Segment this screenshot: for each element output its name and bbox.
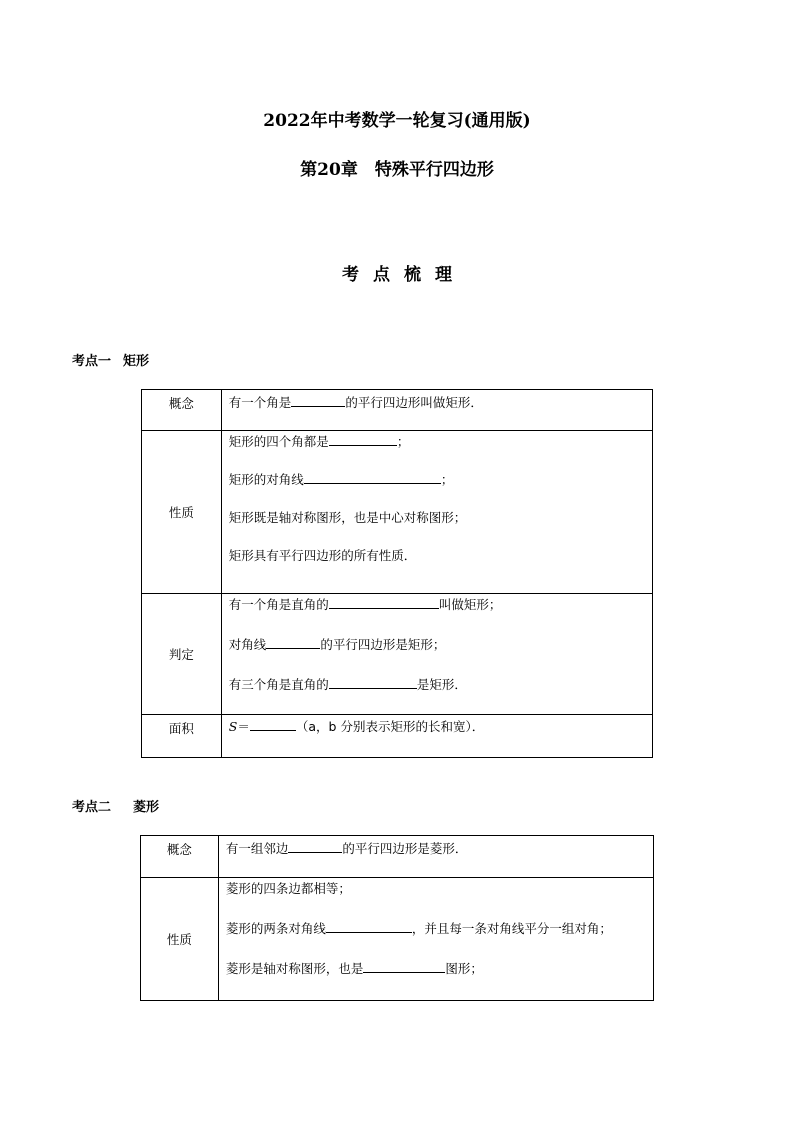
text-fragment: S — [228, 719, 238, 734]
section1-label: 考点一 — [72, 354, 112, 369]
text-fragment: 对角线 — [228, 637, 267, 652]
row-label-property: 性质 — [141, 878, 219, 1001]
fill-blank[interactable] — [329, 596, 439, 609]
chapter-title: 第20章 特殊平行四边形 — [300, 160, 494, 180]
text-fragment: 有三个角是直角的 — [228, 677, 329, 692]
section-heading: 考点梳理 — [342, 265, 466, 285]
text-fragment: 菱形是轴对称图形，也是 — [225, 961, 364, 976]
fill-blank[interactable] — [291, 394, 345, 407]
text-fragment: 是矩形． — [416, 677, 467, 692]
section2-label: 考点二 — [72, 800, 112, 815]
text-fragment: 的平行四边形是菱形． — [342, 841, 468, 856]
table-row — [141, 878, 654, 1001]
text-fragment: 的平行四边形是矩形； — [320, 637, 446, 652]
property-line: 矩形既是轴对称图形，也是中心对称图形； — [228, 510, 467, 525]
row-label-concept: 概念 — [142, 390, 222, 431]
text-fragment: ，并且每一条对角线平分一组对角； — [411, 921, 612, 936]
text-fragment: 矩形的四个角都是 — [228, 434, 329, 449]
rhombus-property-cell — [218, 878, 653, 1001]
text-fragment: 图形； — [445, 961, 483, 976]
table-row — [142, 431, 653, 594]
table-row — [142, 715, 653, 758]
rectangle-area-cell — [221, 715, 652, 758]
table-row — [142, 594, 653, 715]
text-fragment: ； — [396, 434, 410, 449]
row-label-concept: 概念 — [141, 836, 219, 878]
fill-blank[interactable] — [329, 676, 417, 689]
text-fragment: 有一个角是 — [228, 395, 292, 410]
row-label-judge: 判定 — [142, 594, 222, 715]
property-line: 菱形的四条边都相等； — [225, 881, 351, 896]
document-title: 2022年中考数学一轮复习(通用版) — [263, 111, 531, 131]
fill-blank[interactable] — [266, 636, 320, 649]
section1-name: 矩形 — [123, 354, 150, 369]
rhombus-table — [140, 835, 654, 1001]
text-fragment: ＝ — [237, 719, 250, 734]
fill-blank[interactable] — [304, 471, 441, 484]
text-fragment: 有一个角是直角的 — [228, 597, 329, 612]
rhombus-concept-cell — [218, 836, 653, 878]
rectangle-concept-cell — [221, 390, 652, 431]
fill-blank[interactable] — [288, 840, 342, 853]
property-line: 矩形具有平行四边形的所有性质． — [228, 548, 417, 563]
fill-blank[interactable] — [329, 433, 397, 446]
section2-name: 菱形 — [133, 800, 160, 815]
rectangle-property-cell — [221, 431, 652, 594]
rectangle-judge-cell — [221, 594, 652, 715]
text-fragment: 有一组邻边 — [225, 841, 289, 856]
fill-blank[interactable] — [363, 960, 445, 973]
table-row — [141, 836, 654, 878]
text-fragment: 菱形的两条对角线 — [225, 921, 326, 936]
fill-blank[interactable] — [250, 718, 296, 731]
fill-blank[interactable] — [326, 920, 412, 933]
text-fragment: ； — [440, 472, 454, 487]
row-label-area: 面积 — [142, 715, 222, 758]
section2-heading — [72, 796, 159, 815]
section1-heading — [72, 350, 149, 369]
text-fragment: 叫做矩形； — [438, 597, 502, 612]
table-row — [142, 390, 653, 431]
text-fragment: （a，b 分别表示矩形的长和宽）． — [295, 719, 485, 734]
text-fragment: 的平行四边形叫做矩形． — [345, 395, 483, 410]
row-label-property: 性质 — [142, 431, 222, 594]
text-fragment: 矩形的对角线 — [228, 472, 304, 487]
rectangle-table — [141, 389, 653, 758]
